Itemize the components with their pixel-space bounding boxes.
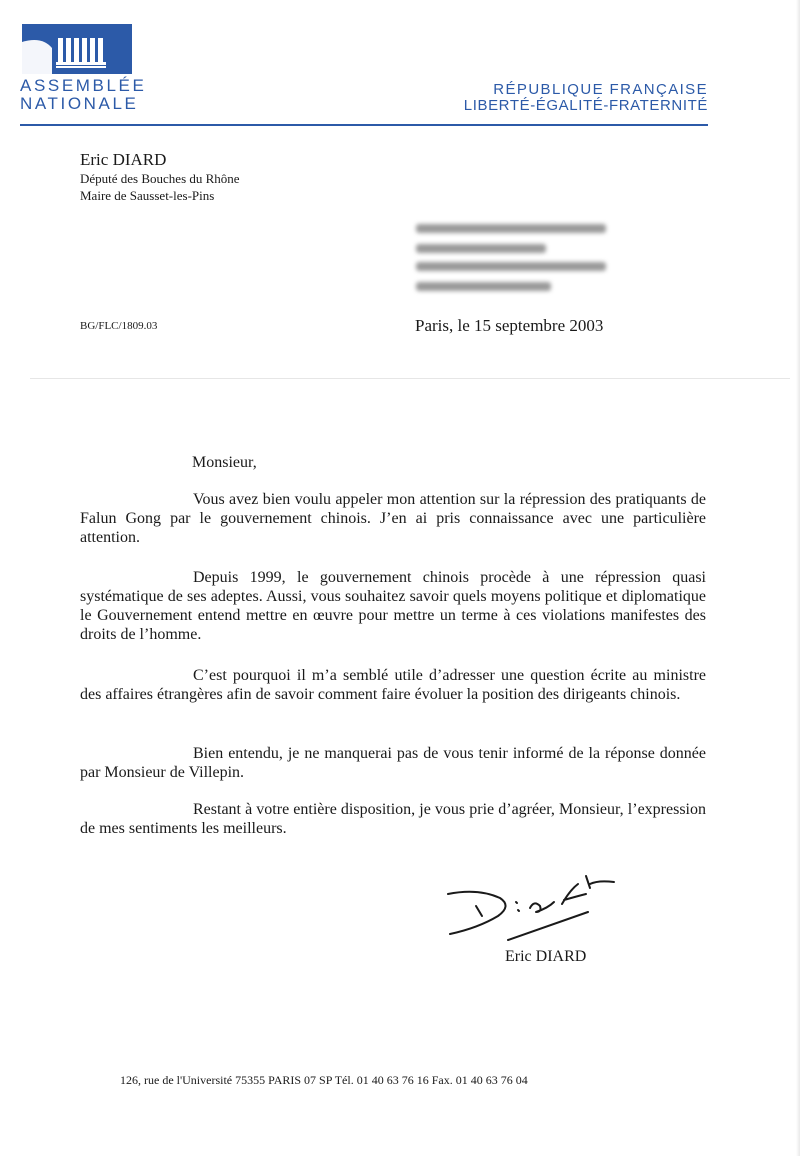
- handwritten-signature: [438, 862, 628, 942]
- redacted-line: [416, 224, 606, 233]
- footer-address: 126, rue de l'Université 75355 PARIS 07 SP Tél. 01 40 63 76 16 Fax. 01 40 63 76 04: [120, 1073, 528, 1087]
- sender-mayor: Maire de Sausset-les-Pins: [80, 188, 215, 203]
- salutation: Monsieur,: [192, 454, 257, 471]
- letter-paragraph: Vous avez bien voulu appeler mon attention sur la répression des pratiquants de Falun Gong par le gouvernement chinois. J’en ai pris connaissance avec une particulière attention.: [80, 491, 706, 546]
- redacted-line: [416, 244, 546, 253]
- assemblee-logo: [22, 24, 132, 74]
- header-divider: [20, 124, 708, 126]
- letter-paragraph: Bien entendu, je ne manquerai pas de vous tenir informé de la réponse donnée par Monsieur de Villepin.: [80, 745, 706, 781]
- sender-role: Député des Bouches du Rhône: [80, 171, 240, 186]
- institution-line-2: NATIONALE: [20, 94, 139, 113]
- republic-name: RÉPUBLIQUE FRANÇAISE: [493, 81, 708, 98]
- redacted-line: [416, 282, 551, 291]
- reference-code: BG/FLC/1809.03: [80, 320, 158, 332]
- page-edge: [796, 0, 800, 1156]
- hemicycle-icon: [22, 24, 132, 74]
- redacted-address: [412, 224, 612, 294]
- institution-name: [20, 77, 146, 113]
- letter-paragraph: C’est pourquoi il m’a semblé utile d’adresser une question écrite au ministre des affaires étrangères afin de savoir comment faire évoluer la position des dirigeants chinois.: [80, 667, 706, 703]
- fold-line: [30, 378, 790, 379]
- letter-paragraph: Restant à votre entière disposition, je vous prie d’agréer, Monsieur, l’expression de mes sentiments les meilleurs.: [80, 801, 706, 837]
- letter-paragraph: Depuis 1999, le gouvernement chinois procède à une répression quasi systématique de ses adeptes. Aussi, vous souhaitez savoir quels moyens politique et diplomatique le Gouvernement entend mettre en œuvre pour mettre un terme à ces violations manifestes des droits de l’homme.: [80, 569, 706, 643]
- place-date: Paris, le 15 septembre 2003: [415, 316, 604, 335]
- redacted-line: [416, 262, 606, 271]
- republic-motto: LIBERTÉ-ÉGALITÉ-FRATERNITÉ: [463, 97, 708, 114]
- institution-line-1: ASSEMBLÉE: [20, 76, 147, 95]
- signer-name: Eric DIARD: [505, 948, 587, 965]
- sender-name: Eric DIARD: [80, 150, 167, 169]
